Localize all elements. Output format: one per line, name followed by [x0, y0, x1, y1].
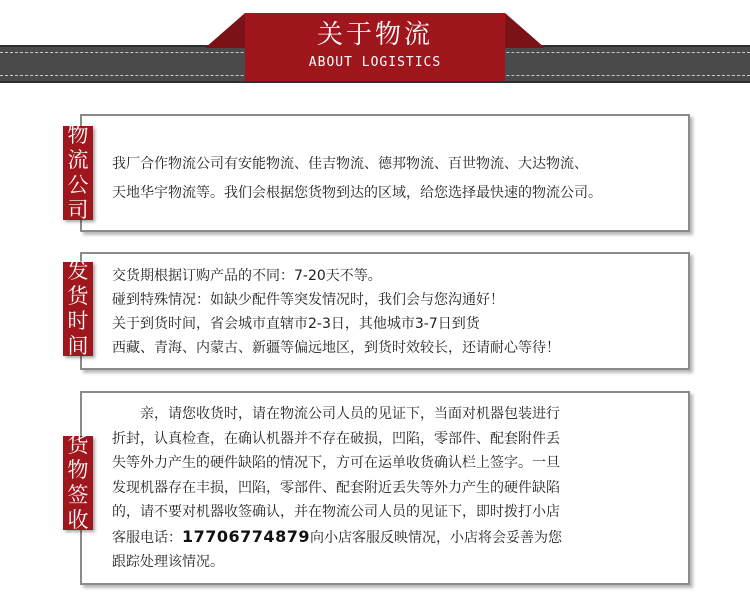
section-tab-goods-receipt: [63, 433, 93, 532]
tab-char: 司: [67, 198, 89, 222]
text-line: 西藏、青海、内蒙古、新疆等偏远地区，到货时效较长，还请耐心等待！: [112, 340, 560, 356]
logistics-company-text: [82, 116, 688, 208]
goods-receipt-panel: [80, 391, 690, 585]
text-line: 亲，请您收货时，请在物流公司人员的见证下，当面对机器包装进行: [140, 406, 560, 422]
section-tab-logistics-company: [63, 123, 93, 222]
tab-char: 签: [67, 483, 89, 507]
text-line: 交货期根据订购产品的不同：7-20天不等。: [112, 268, 382, 284]
text-line: 碰到特殊情况：如缺少配件等突发情况时，我们会与您沟通好！: [112, 292, 504, 308]
shipping-time-panel: [80, 252, 690, 370]
text-line: 天地华宇物流等。我们会根据您货物到达的区域，给您选择最快速的物流公司。: [112, 185, 602, 201]
text-line: 的，请不要对机器收签确认，并在物流公司人员的见证下，即时拨打小店: [112, 504, 560, 520]
text-line: 跟踪处理该情况。: [112, 554, 224, 570]
text-line: 发现机器存在丰损，凹陷，零部件、配套附近丢失等外力产生的硬件缺陷: [112, 479, 560, 496]
text-line: 我厂合作物流公司有安能物流、佳吉物流、德邦物流、百世物流、大达物流、: [112, 156, 588, 172]
customer-service-line: [112, 525, 688, 551]
tab-char: 发: [67, 259, 89, 283]
shipping-time-text: [82, 254, 688, 360]
text-line: 关于到货时间，省会城市直辖市2-3日，其他城市3-7日到货: [112, 316, 480, 332]
tab-char: 时: [67, 309, 89, 333]
page-title-en: ABOUT LOGISTICS: [308, 55, 442, 70]
tab-char: 物: [67, 458, 89, 482]
page-title: [245, 13, 505, 81]
tab-char: 间: [67, 334, 89, 358]
tab-char: 物: [67, 123, 89, 147]
goods-receipt-text: [82, 393, 688, 575]
title-ribbon-left: [205, 13, 245, 48]
text-line: 失等外力产生的硬件缺陷的情况下，方可在运单收货确认栏上签字。一旦: [112, 455, 560, 471]
customer-service-phone: 17706774879: [182, 526, 310, 546]
tab-char: 公: [67, 173, 89, 197]
logistics-company-panel: [80, 114, 690, 232]
title-ribbon-right: [505, 13, 545, 48]
text-line: 折封，认真检查，在确认机器并不存在破损，凹陷，零部件、配套附件丢: [112, 430, 560, 447]
tab-char: 货: [67, 433, 89, 457]
tab-char: 流: [67, 148, 89, 172]
customer-service-label: 客服电话：: [112, 529, 182, 546]
tab-char: 收: [67, 508, 89, 532]
tab-char: 货: [67, 284, 89, 308]
customer-service-note: 向小店客服反映情况，小店将会妥善为您: [309, 529, 562, 546]
section-tab-shipping-time: [63, 259, 93, 358]
page-title-cn: 关于物流: [316, 20, 433, 50]
